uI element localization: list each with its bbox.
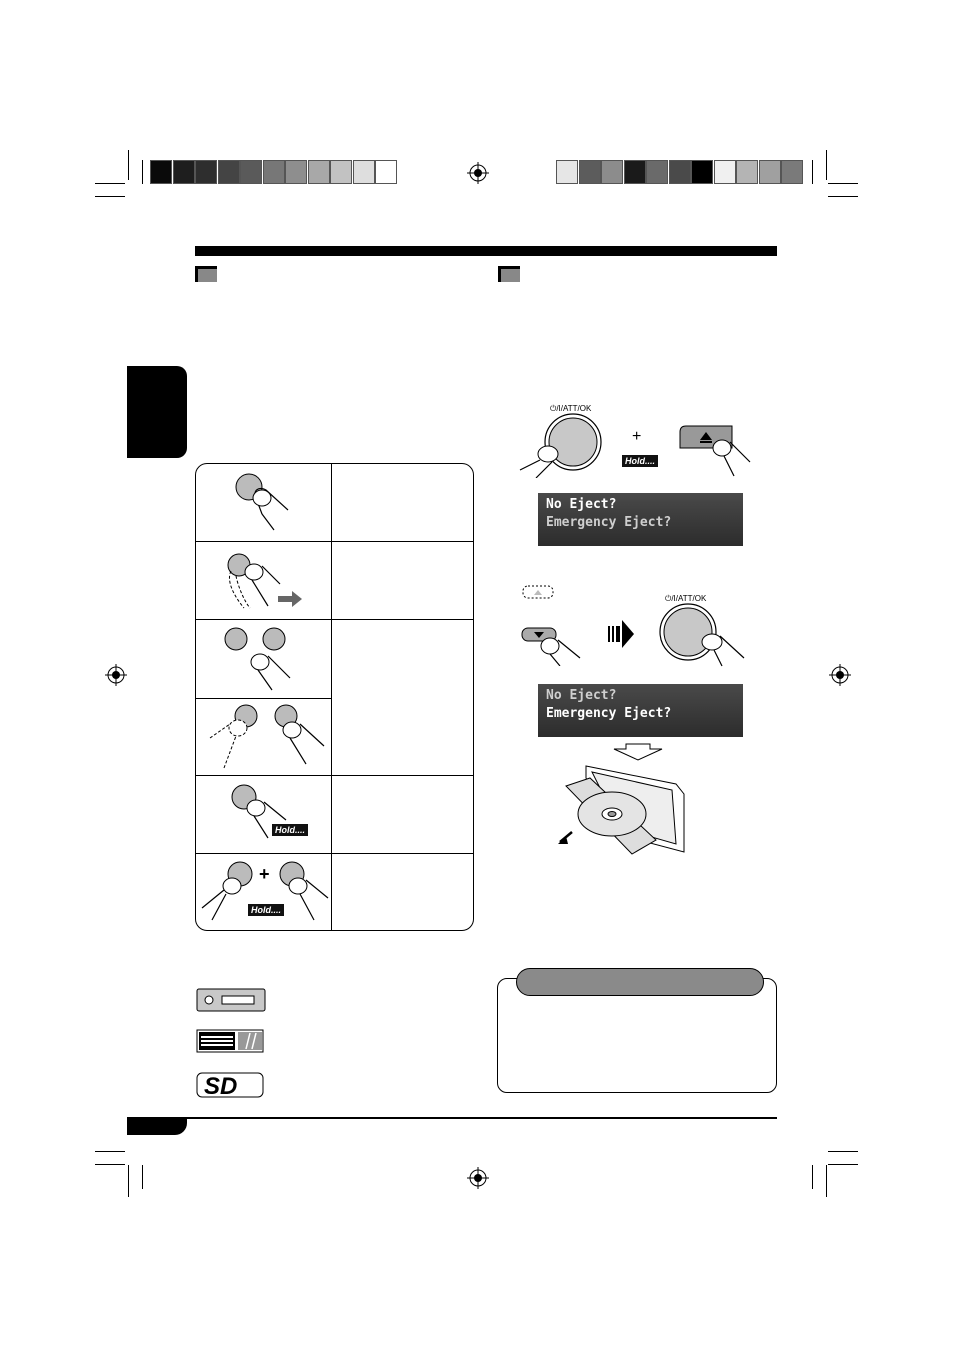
color-swatch	[579, 160, 601, 184]
registration-mark-top	[467, 162, 489, 184]
display-line-emergency-eject: Emergency Eject?	[546, 706, 672, 721]
color-swatch	[601, 160, 623, 184]
header-rule	[195, 246, 777, 256]
color-swatch	[759, 160, 781, 184]
press-button-illustration	[216, 468, 316, 540]
page-number-tab	[127, 1117, 187, 1135]
sd-card-icon	[196, 1071, 266, 1099]
operation-table	[195, 463, 474, 931]
color-swatch	[781, 160, 803, 184]
display-line-no-eject: No Eject?	[546, 497, 617, 512]
color-swatch	[263, 160, 285, 184]
hold-label: Hold....	[248, 904, 284, 916]
display-line-emergency-eject: Emergency Eject?	[546, 515, 672, 530]
hold-button-illustration	[216, 780, 316, 852]
color-swatch	[353, 160, 375, 184]
eject-button-press-illustration	[676, 422, 756, 478]
two-buttons-illustration	[216, 624, 316, 696]
disc-eject-illustration	[556, 764, 690, 860]
registration-mark-bottom	[467, 1167, 489, 1189]
footer-rule	[127, 1117, 777, 1119]
color-swatch	[308, 160, 330, 184]
color-swatch	[173, 160, 195, 184]
color-swatch	[736, 160, 758, 184]
color-swatch	[669, 160, 691, 184]
down-button-press-illustration	[520, 626, 584, 666]
display-line-no-eject: No Eject?	[546, 688, 617, 703]
color-swatch	[195, 160, 217, 184]
table-row-divider	[196, 619, 473, 620]
color-swatch	[646, 160, 668, 184]
language-side-tab	[127, 366, 187, 458]
up-button-dashed-icon	[522, 584, 554, 600]
hold-label: Hold....	[622, 455, 658, 467]
unit-front-panel-icon	[196, 987, 266, 1013]
color-swatch	[285, 160, 307, 184]
table-row-divider	[196, 541, 473, 542]
slide-button-illustration	[216, 546, 316, 618]
disc-slot-icon	[196, 1029, 266, 1053]
down-arrow-icon	[612, 743, 664, 761]
power-button-press-illustration-2	[656, 602, 746, 668]
table-row-divider	[196, 775, 473, 776]
color-swatch	[691, 160, 713, 184]
color-swatch	[150, 160, 172, 184]
plus-sign: +	[632, 428, 642, 445]
color-swatch	[240, 160, 262, 184]
color-swatch	[556, 160, 578, 184]
color-swatch	[375, 160, 397, 184]
color-swatch	[218, 160, 240, 184]
note-box-header	[516, 968, 764, 996]
table-row-divider	[196, 853, 473, 854]
sd-logo-text: SD	[204, 1073, 238, 1099]
lcd-display-eject-prompt	[538, 493, 743, 546]
two-buttons-slide-illustration	[206, 702, 331, 774]
color-swatch	[624, 160, 646, 184]
power-button-press-illustration	[518, 412, 608, 478]
registration-mark-right	[829, 664, 851, 686]
registration-mark-left	[105, 664, 127, 686]
hold-label: Hold....	[272, 824, 308, 836]
power-button-label: ⏻/I/ATT/OK	[550, 404, 592, 413]
color-swatch	[330, 160, 352, 184]
power-button-label: ⏻/I/ATT/OK	[665, 594, 707, 603]
section-marker-left	[195, 266, 217, 282]
next-arrow-icon	[606, 614, 636, 654]
section-marker-right	[498, 266, 520, 282]
lcd-display-emergency-selected	[538, 684, 743, 737]
table-row-divider	[196, 698, 331, 699]
color-swatch	[714, 160, 736, 184]
plus-sign: +	[259, 864, 270, 884]
